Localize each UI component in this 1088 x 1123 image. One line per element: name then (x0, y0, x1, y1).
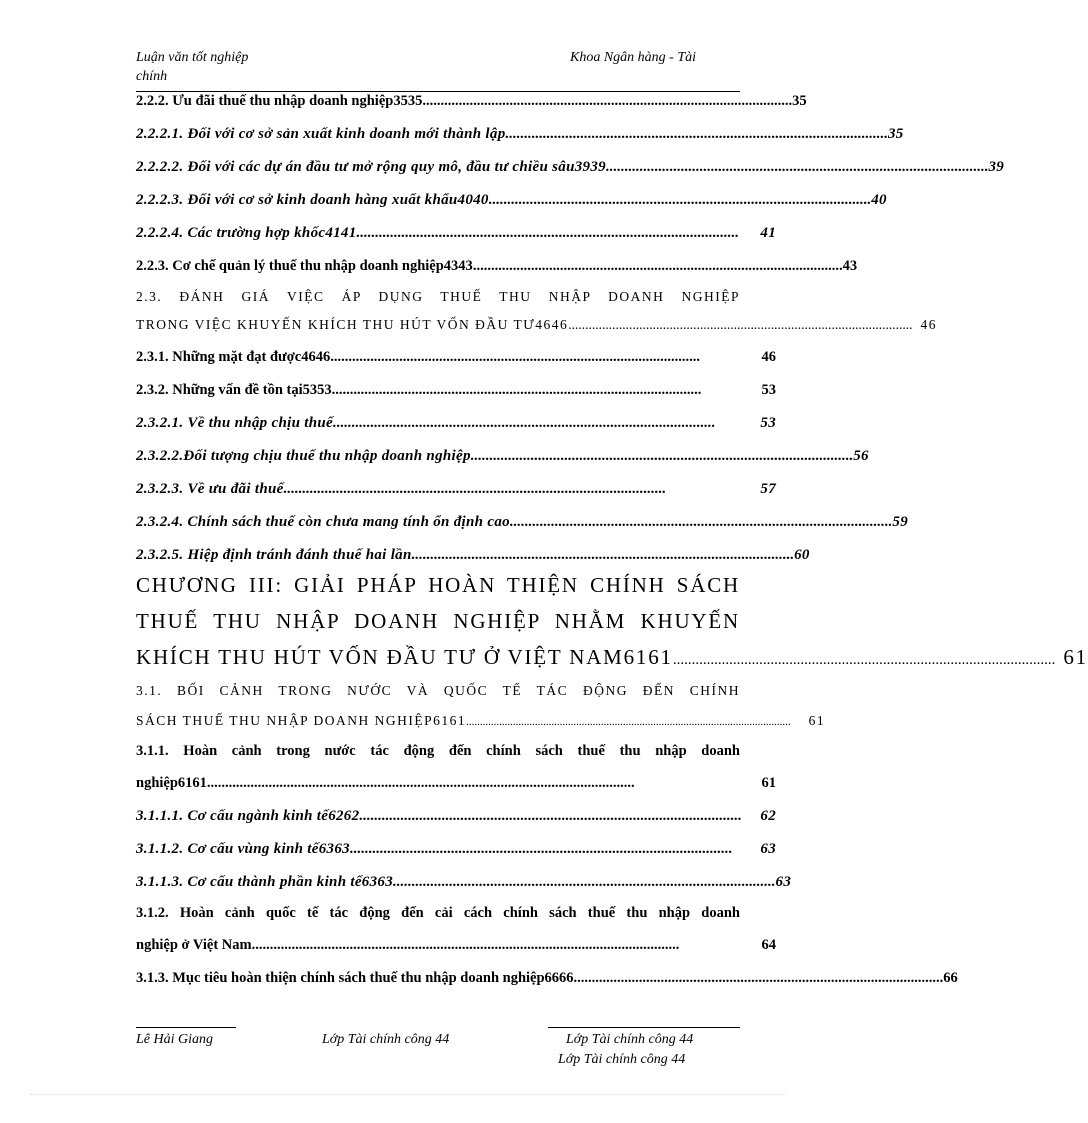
toc-leader: ...................................................................................................................... (466, 716, 791, 728)
toc-entry-page: 57 (760, 481, 776, 497)
toc-entry-title: 2.2.2.1. Đối với cơ sở sản xuất kinh doanh mới thành lập (136, 126, 506, 142)
toc-leader: ...................................................................................................... (509, 514, 893, 530)
footer-class-right-1: Lớp Tài chính công 44 (566, 1032, 694, 1047)
toc-entry[interactable] (136, 713, 826, 735)
footer-divider-left (136, 1027, 236, 1028)
toc-entry-page: 56 (853, 448, 869, 464)
toc-entry-title: 2.2.3. Cơ chế quản lý thuế thu nhập doanh nghiệp4343 (136, 258, 473, 274)
toc-entry[interactable] (136, 159, 1005, 183)
toc-entry-title: 2.2.2. Ưu đãi thuế thu nhập doanh nghiệp3535 (136, 93, 423, 109)
chapter-heading-line1[interactable]: CHƯƠNG III: GIẢI PHÁP HOÀN THIỆN CHÍNH SÁCH (136, 573, 740, 597)
toc-leader: ...................................................................................................... (331, 382, 702, 398)
toc-entry[interactable] (136, 126, 904, 150)
toc-leader: ...................................................................................................... (411, 547, 795, 563)
toc-entry[interactable] (136, 225, 776, 249)
toc-entry[interactable] (136, 874, 792, 898)
toc-entry-title: 2.3.2.4. Chính sách thuế còn chưa mang tính ổn định cao (136, 514, 510, 530)
footer-class-right-2: Lớp Tài chính công 44 (558, 1052, 686, 1067)
footer-divider-right (548, 1027, 740, 1028)
toc-entry-page: 35 (888, 126, 904, 142)
toc-entry[interactable] (136, 937, 776, 961)
footer-class-middle: Lớp Tài chính công 44 (322, 1032, 450, 1047)
toc-entry[interactable] (136, 448, 869, 472)
toc-leader: ...................................................................................................... (359, 808, 742, 824)
toc-entry-title: 2.3.2.1. Về thu nhập chịu thuế (136, 415, 333, 431)
toc-entry-page: 66 (943, 970, 958, 986)
footer-author: Lê Hải Giang (136, 1032, 213, 1047)
toc-entry[interactable] (136, 547, 810, 571)
toc-leader: ...................................................................................................... (470, 448, 854, 464)
toc-entry-title: nghiệp ở Việt Nam (136, 937, 252, 953)
toc-leader: ...................................................................................................... (283, 481, 667, 497)
toc-entry-title: nghiệp6161 (136, 775, 207, 791)
toc-entry-title: 2.3.2.2.Đối tượng chịu thuế thu nhập doanh nghiệp (136, 448, 471, 464)
toc-entry-line1[interactable]: 3.1.1. Hoàn cảnh trong nước tác động đến chính sách thuế thu nhập doanh (136, 743, 740, 759)
toc-entry[interactable] (136, 775, 776, 799)
toc-entry-title: 3.1.1.2. Cơ cấu vùng kinh tế6363 (136, 841, 350, 857)
toc-entry-page: 59 (892, 514, 909, 530)
toc-entry-page: 35 (792, 93, 807, 109)
toc-entry-page: 39 (988, 159, 1005, 175)
toc-entry-page: 61 (808, 713, 826, 728)
toc-entry-title: SÁCH THUẾ THU NHẬP DOANH NGHIỆP6161 (136, 713, 467, 728)
toc-entry-title: 2.3.1. Những mặt đạt được4646 (136, 349, 331, 365)
toc-entry[interactable] (136, 317, 937, 339)
toc-entry-line1[interactable]: 3.1. BỐI CẢNH TRONG NƯỚC VÀ QUỐC TẾ TÁC ĐỘNG ĐẾN CHÍNH (136, 683, 740, 698)
header-left (136, 48, 248, 86)
toc-leader: ...................................................................................................................... (206, 775, 635, 791)
toc-leader: ...................................................................................................... (422, 93, 793, 109)
toc-leader: ...................................................................................................... (332, 415, 716, 431)
toc-leader: ...................................................................................................... (349, 841, 733, 857)
header-left-line2: chính (136, 69, 168, 84)
toc-entry[interactable] (136, 258, 858, 282)
chapter-heading-line2[interactable]: THUẾ THU NHẬP DOANH NGHIỆP NHẰM KHUYẾN (136, 609, 740, 633)
page-bottom-edge (30, 1094, 786, 1095)
toc-entry-title: 2.2.2.2. Đối với các dự án đầu tư mở rộng quy mô, đầu tư chiều sâu3939 (136, 159, 606, 175)
toc-entry[interactable] (136, 645, 1088, 677)
toc-entry[interactable] (136, 192, 887, 216)
toc-entry-page: 60 (794, 547, 810, 563)
toc-entry-page: 62 (760, 808, 776, 824)
header-left-line1: Luận văn tốt nghiệp (136, 50, 249, 65)
toc-leader: ...................................................................................................... (330, 349, 700, 365)
toc-entry[interactable] (136, 841, 776, 865)
toc-entry-page: 53 (760, 415, 776, 431)
toc-entry-page: 43 (842, 258, 858, 274)
toc-leader: ...................................................................................................... (573, 970, 944, 986)
toc-entry[interactable] (136, 349, 776, 373)
toc-leader: ...................................................................................................................... (251, 937, 680, 953)
toc-entry-title: 3.1.1.1. Cơ cấu ngành kinh tế6262 (136, 808, 360, 824)
toc-entry[interactable] (136, 808, 776, 832)
toc-entry-page: 41 (760, 225, 776, 241)
toc-leader: ...................................................................................................... (393, 874, 776, 890)
toc-entry-page: 61 (761, 775, 776, 791)
toc-entry-page: 63 (775, 874, 792, 890)
toc-leader: ...................................................................................................... (672, 652, 1056, 668)
toc-entry[interactable] (136, 970, 958, 994)
header-right: Khoa Ngân hàng - Tài (570, 50, 697, 65)
toc-leader: ...................................................................................................... (356, 225, 740, 241)
header-divider (136, 91, 740, 92)
toc-entry-page: 46 (920, 317, 937, 332)
toc-entry[interactable] (136, 514, 909, 538)
toc-entry-title: 2.2.2.4. Các trường hợp khốc4141 (136, 225, 357, 241)
toc-entry-title: 2.3.2. Những vấn đề tồn tại5353 (136, 382, 332, 398)
toc-entry-title: 2.3.2.5. Hiệp định tránh đánh thuế hai lần (136, 547, 412, 563)
toc-entry[interactable] (136, 382, 776, 406)
toc-entry-page: 63 (760, 841, 776, 857)
toc-entry-page: 61 (1063, 645, 1088, 669)
toc-entry[interactable] (136, 93, 807, 117)
toc-entry-page: 64 (761, 937, 776, 953)
toc-leader: ...................................................................................................... (505, 126, 888, 142)
toc-entry-title: 2.2.2.3. Đối với cơ sở kinh doanh hàng xuất khẩu4040 (136, 192, 489, 208)
toc-leader: ...................................................................................................... (472, 258, 843, 274)
toc-entry[interactable] (136, 415, 776, 439)
toc-entry-title: 3.1.3. Mục tiêu hoàn thiện chính sách thuế thu nhập doanh nghiệp6666 (136, 970, 574, 986)
toc-entry-title: TRONG VIỆC KHUYẾN KHÍCH THU HÚT VỐN ĐẦU TƯ4646 (136, 317, 569, 332)
toc-entry-title: 3.1.1.3. Cơ cấu thành phần kinh tế6363 (136, 874, 394, 890)
toc-leader: ...................................................................................................... (488, 192, 872, 208)
toc-entry-title: KHÍCH THU HÚT VỐN ĐẦU TƯ Ở VIỆT NAM6161 (136, 645, 673, 669)
toc-leader: ...................................................................................................... (605, 159, 989, 175)
toc-entry-page: 53 (761, 382, 776, 398)
toc-entry-line1[interactable]: 3.1.2. Hoàn cảnh quốc tế tác động đến cải cách chính sách thuế thu nhập doanh (136, 905, 740, 921)
toc-entry-page: 40 (871, 192, 887, 208)
toc-entry-page: 46 (761, 349, 776, 365)
toc-leader: ...................................................................................................... (568, 317, 913, 332)
toc-entry-line1[interactable]: 2.3. ĐÁNH GIÁ VIỆC ÁP DỤNG THUẾ THU NHẬP DOANH NGHIỆP (136, 289, 740, 304)
toc-entry[interactable] (136, 481, 776, 505)
toc-entry-title: 2.3.2.3. Về ưu đãi thuế (136, 481, 284, 497)
